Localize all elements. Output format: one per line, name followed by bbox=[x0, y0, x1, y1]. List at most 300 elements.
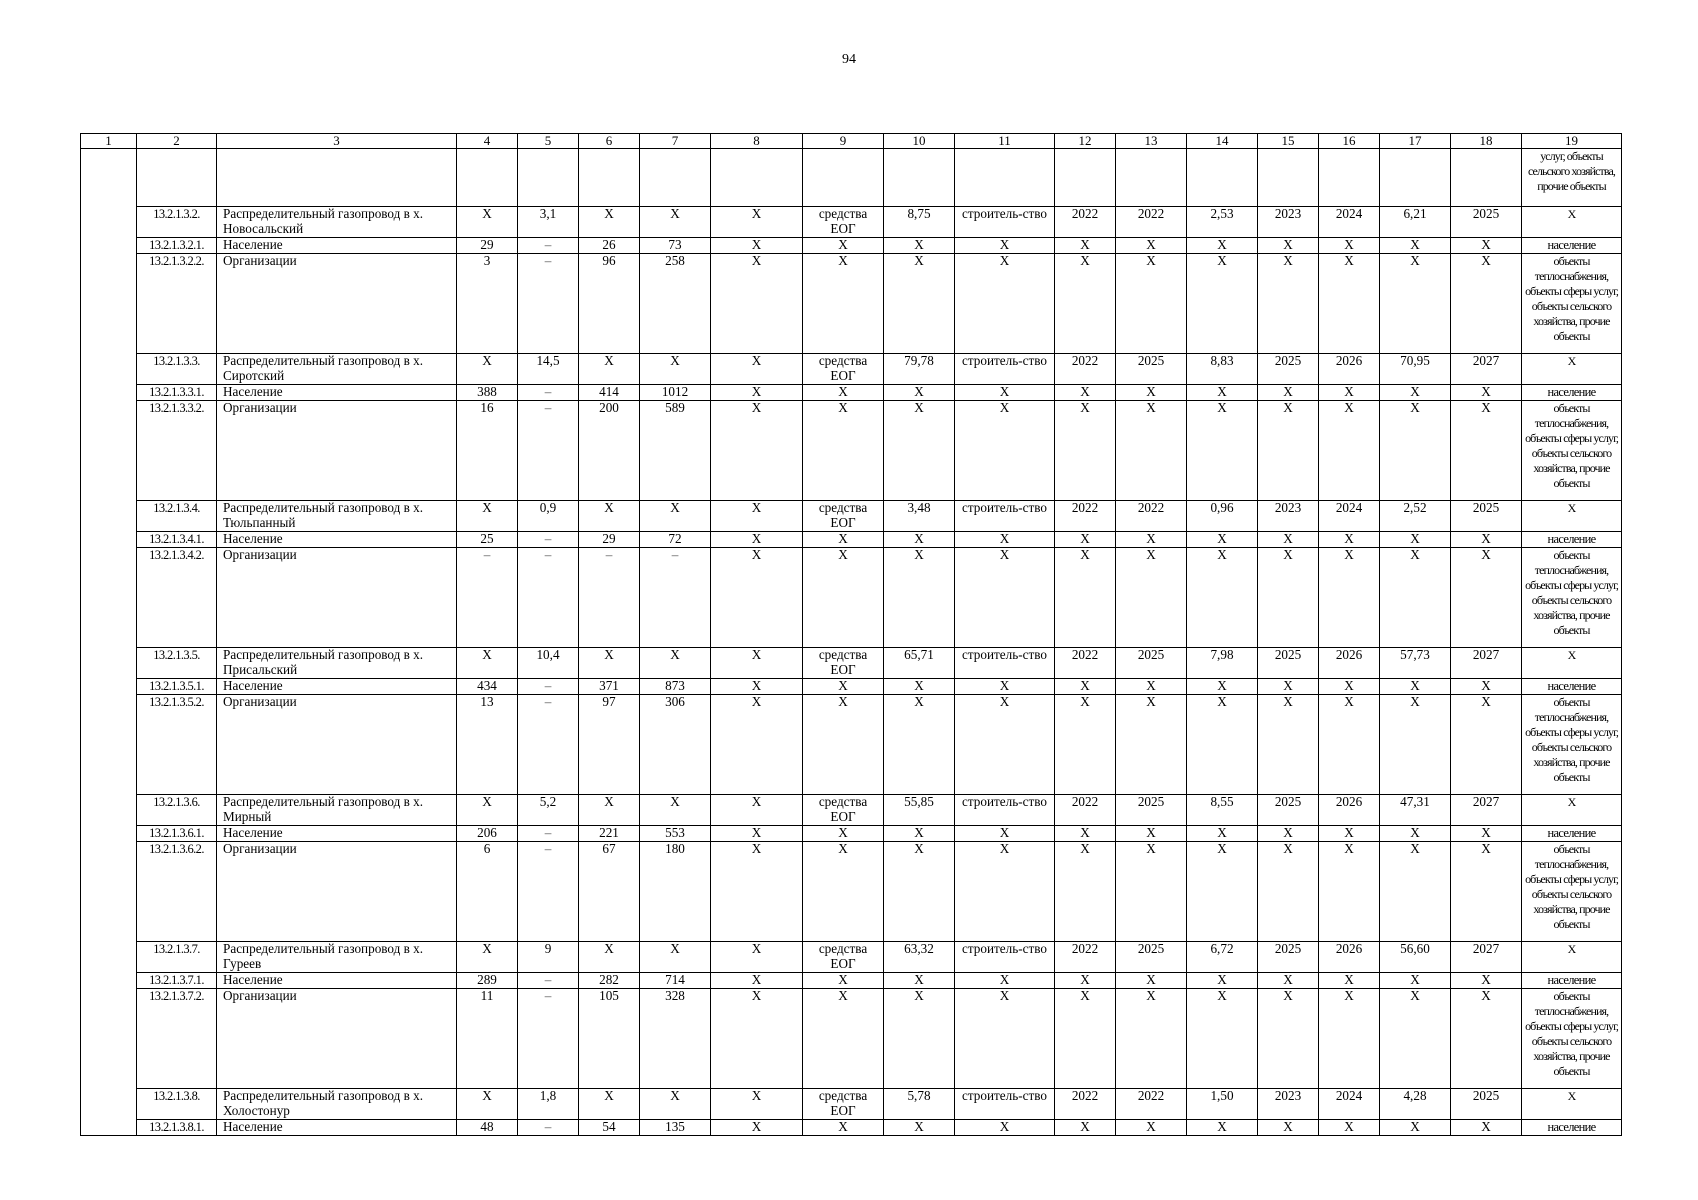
cell-col-5: – bbox=[518, 695, 579, 795]
cell-col-6: Х bbox=[579, 354, 640, 385]
cell-col-9: Х bbox=[803, 1120, 884, 1136]
cell-col-11: Х bbox=[955, 1120, 1055, 1136]
cell-col-14: 8,83 bbox=[1187, 354, 1258, 385]
cell-col-17: Х bbox=[1380, 826, 1451, 842]
cell-col-9: средства ЕОГ bbox=[803, 648, 884, 679]
cell-col-17: Х bbox=[1380, 973, 1451, 989]
cell-col-13: 2025 bbox=[1116, 942, 1187, 973]
cell-col-12: Х bbox=[1055, 826, 1116, 842]
cell-col-8: Х bbox=[711, 354, 803, 385]
cell-col-9: средства ЕОГ bbox=[803, 942, 884, 973]
cell-col-4: 16 bbox=[457, 401, 518, 501]
table-row-main bbox=[81, 795, 1622, 826]
cell-col-3: Население bbox=[217, 826, 457, 842]
cell-col-11: Х bbox=[955, 826, 1055, 842]
cell-col-11: строитель-ство bbox=[955, 942, 1055, 973]
table-row-pop bbox=[81, 1120, 1622, 1136]
cell-col-4: 434 bbox=[457, 679, 518, 695]
cell-col-18: Х bbox=[1451, 548, 1522, 648]
table-row-pop bbox=[81, 532, 1622, 548]
cell-col-14: 6,72 bbox=[1187, 942, 1258, 973]
table-row-org bbox=[81, 401, 1622, 501]
column-number-2: 2 bbox=[137, 134, 217, 149]
table-row-pop bbox=[81, 826, 1622, 842]
cell-col-18: 2025 bbox=[1451, 501, 1522, 532]
empty-cell bbox=[1055, 149, 1116, 207]
empty-cell bbox=[803, 149, 884, 207]
cell-col-4: 11 bbox=[457, 989, 518, 1089]
empty-cell bbox=[884, 149, 955, 207]
cell-col-6: Х bbox=[579, 795, 640, 826]
cell-col-17: 2,52 bbox=[1380, 501, 1451, 532]
cell-col-9: Х bbox=[803, 842, 884, 942]
cell-col-14: Х bbox=[1187, 254, 1258, 354]
cell-col-18: 2027 bbox=[1451, 354, 1522, 385]
table-row-pop bbox=[81, 238, 1622, 254]
cell-col-15: 2023 bbox=[1258, 1089, 1319, 1120]
cell-col-2: 13.2.1.3.7.2. bbox=[137, 989, 217, 1089]
empty-cell bbox=[1380, 149, 1451, 207]
cell-col-5: – bbox=[518, 548, 579, 648]
cell-col-10: Х bbox=[884, 826, 955, 842]
cell-col-18: Х bbox=[1451, 826, 1522, 842]
cell-col-17: Х bbox=[1380, 532, 1451, 548]
cell-col-15: Х bbox=[1258, 695, 1319, 795]
cell-col-9: средства ЕОГ bbox=[803, 354, 884, 385]
cell-col-11: строитель-ство bbox=[955, 501, 1055, 532]
cell-col-10: 3,48 bbox=[884, 501, 955, 532]
column-number-8: 8 bbox=[711, 134, 803, 149]
cell-col-8: Х bbox=[711, 1089, 803, 1120]
cell-col-7: 180 bbox=[640, 842, 711, 942]
cell-col-7: 258 bbox=[640, 254, 711, 354]
cell-col-5: 14,5 bbox=[518, 354, 579, 385]
cell-col-11: Х bbox=[955, 679, 1055, 695]
cell-col-16: Х bbox=[1319, 548, 1380, 648]
cell-col-16: Х bbox=[1319, 679, 1380, 695]
cell-col-2: 13.2.1.3.7.1. bbox=[137, 973, 217, 989]
cell-col-2: 13.2.1.3.7. bbox=[137, 942, 217, 973]
cell-col-5: – bbox=[518, 1120, 579, 1136]
cell-col-10: 63,32 bbox=[884, 942, 955, 973]
cell-col-10: Х bbox=[884, 238, 955, 254]
cell-col-6: Х bbox=[579, 648, 640, 679]
cell-col-12: Х bbox=[1055, 973, 1116, 989]
cell-col-2: 13.2.1.3.5. bbox=[137, 648, 217, 679]
cell-col-10: Х bbox=[884, 973, 955, 989]
empty-cell bbox=[955, 149, 1055, 207]
cell-col-7: 73 bbox=[640, 238, 711, 254]
cell-col-6: 54 bbox=[579, 1120, 640, 1136]
cell-col-3: Население bbox=[217, 973, 457, 989]
cell-col-17: Х bbox=[1380, 548, 1451, 648]
cell-col-11: строитель-ство bbox=[955, 207, 1055, 238]
continuation-row bbox=[81, 149, 1622, 207]
cell-col-7: Х bbox=[640, 1089, 711, 1120]
column-number-9: 9 bbox=[803, 134, 884, 149]
cell-col-16: 2024 bbox=[1319, 207, 1380, 238]
cell-col-6: 97 bbox=[579, 695, 640, 795]
cell-col-12: Х bbox=[1055, 679, 1116, 695]
cell-col-8: Х bbox=[711, 826, 803, 842]
cell-col-2: 13.2.1.3.5.1. bbox=[137, 679, 217, 695]
cell-col-12: Х bbox=[1055, 238, 1116, 254]
cell-col-15: Х bbox=[1258, 532, 1319, 548]
empty-cell bbox=[1116, 149, 1187, 207]
cell-col-13: Х bbox=[1116, 973, 1187, 989]
cell-col-13: Х bbox=[1116, 385, 1187, 401]
cell-col-11: Х bbox=[955, 842, 1055, 942]
column-number-header-row bbox=[81, 134, 1622, 149]
cell-col-17: Х bbox=[1380, 238, 1451, 254]
cell-col-16: Х bbox=[1319, 1120, 1380, 1136]
cell-col-12: 2022 bbox=[1055, 354, 1116, 385]
cell-col-2: 13.2.1.3.6.2. bbox=[137, 842, 217, 942]
cell-col-16: Х bbox=[1319, 989, 1380, 1089]
cell-col-10: Х bbox=[884, 842, 955, 942]
column-number-18: 18 bbox=[1451, 134, 1522, 149]
cell-col-4: 13 bbox=[457, 695, 518, 795]
cell-col-11: строитель-ство bbox=[955, 1089, 1055, 1120]
cell-col-5: 1,8 bbox=[518, 1089, 579, 1120]
cell-col-11: Х bbox=[955, 973, 1055, 989]
cell-col-7: 873 bbox=[640, 679, 711, 695]
cell-col-4: 388 bbox=[457, 385, 518, 401]
cell-col-7: Х bbox=[640, 795, 711, 826]
cell-col-3: Население bbox=[217, 532, 457, 548]
cell-col-12: 2022 bbox=[1055, 207, 1116, 238]
cell-col-18: Х bbox=[1451, 679, 1522, 695]
cell-col-13: Х bbox=[1116, 254, 1187, 354]
section-column-cell bbox=[81, 149, 137, 1136]
cell-col-17: 70,95 bbox=[1380, 354, 1451, 385]
cell-col-6: 105 bbox=[579, 989, 640, 1089]
cell-col-13: Х bbox=[1116, 401, 1187, 501]
cell-col-15: Х bbox=[1258, 973, 1319, 989]
cell-col-14: 8,55 bbox=[1187, 795, 1258, 826]
cell-col-10: 8,75 bbox=[884, 207, 955, 238]
cell-col-14: Х bbox=[1187, 385, 1258, 401]
table-row-org bbox=[81, 842, 1622, 942]
cell-col-8: Х bbox=[711, 679, 803, 695]
table-row-pop bbox=[81, 973, 1622, 989]
cell-col-16: 2026 bbox=[1319, 354, 1380, 385]
cell-col-15: Х bbox=[1258, 1120, 1319, 1136]
cell-col-14: 0,96 bbox=[1187, 501, 1258, 532]
column-number-16: 16 bbox=[1319, 134, 1380, 149]
cell-col-19: Х bbox=[1522, 648, 1622, 679]
cell-col-8: Х bbox=[711, 695, 803, 795]
cell-col-4: 48 bbox=[457, 1120, 518, 1136]
column-number-3: 3 bbox=[217, 134, 457, 149]
cell-col-8: Х bbox=[711, 385, 803, 401]
cell-col-4: 289 bbox=[457, 973, 518, 989]
cell-col-12: Х bbox=[1055, 1120, 1116, 1136]
cell-col-15: 2023 bbox=[1258, 207, 1319, 238]
cell-col-12: 2022 bbox=[1055, 1089, 1116, 1120]
cell-col-11: Х bbox=[955, 989, 1055, 1089]
cell-col-13: 2022 bbox=[1116, 207, 1187, 238]
cell-col-9: Х bbox=[803, 679, 884, 695]
cell-col-19: население bbox=[1522, 679, 1622, 695]
cell-col-7: 72 bbox=[640, 532, 711, 548]
column-number-4: 4 bbox=[457, 134, 518, 149]
cell-col-4: Х bbox=[457, 942, 518, 973]
cell-col-7: 306 bbox=[640, 695, 711, 795]
cell-col-16: Х bbox=[1319, 532, 1380, 548]
cell-col-15: Х bbox=[1258, 826, 1319, 842]
cell-col-5: – bbox=[518, 238, 579, 254]
cell-col-7: 589 bbox=[640, 401, 711, 501]
cell-col-14: Х bbox=[1187, 695, 1258, 795]
cell-col-17: 57,73 bbox=[1380, 648, 1451, 679]
cell-col-8: Х bbox=[711, 238, 803, 254]
cell-col-3: Распределительный газопровод в х. Тюльпанный bbox=[217, 501, 457, 532]
cell-col-18: Х bbox=[1451, 842, 1522, 942]
cell-col-4: Х bbox=[457, 1089, 518, 1120]
cell-col-16: Х bbox=[1319, 842, 1380, 942]
cell-col-17: Х bbox=[1380, 695, 1451, 795]
cell-col-11: Х bbox=[955, 548, 1055, 648]
table-row-main bbox=[81, 207, 1622, 238]
cell-col-17: Х bbox=[1380, 401, 1451, 501]
cell-col-15: Х bbox=[1258, 238, 1319, 254]
cell-col-13: Х bbox=[1116, 532, 1187, 548]
cell-col-13: 2022 bbox=[1116, 1089, 1187, 1120]
column-number-19: 19 bbox=[1522, 134, 1622, 149]
cell-col-14: Х bbox=[1187, 532, 1258, 548]
column-number-11: 11 bbox=[955, 134, 1055, 149]
cell-col-6: 221 bbox=[579, 826, 640, 842]
cell-col-12: Х bbox=[1055, 401, 1116, 501]
cell-col-17: Х bbox=[1380, 1120, 1451, 1136]
cell-col-3: Население bbox=[217, 679, 457, 695]
empty-cell bbox=[1258, 149, 1319, 207]
column-number-1: 1 bbox=[81, 134, 137, 149]
cell-col-16: Х bbox=[1319, 385, 1380, 401]
cell-col-2: 13.2.1.3.3.1. bbox=[137, 385, 217, 401]
table-row-main bbox=[81, 1089, 1622, 1120]
cell-col-14: Х bbox=[1187, 842, 1258, 942]
cell-col-12: Х bbox=[1055, 532, 1116, 548]
cell-col-4: – bbox=[457, 548, 518, 648]
cell-col-3: Организации bbox=[217, 989, 457, 1089]
cell-col-6: – bbox=[579, 548, 640, 648]
cell-col-3: Распределительный газопровод в х. Присальский bbox=[217, 648, 457, 679]
cell-col-18: 2027 bbox=[1451, 942, 1522, 973]
empty-cell bbox=[1451, 149, 1522, 207]
cell-col-14: 1,50 bbox=[1187, 1089, 1258, 1120]
column-number-12: 12 bbox=[1055, 134, 1116, 149]
cell-col-13: 2025 bbox=[1116, 795, 1187, 826]
cell-col-8: Х bbox=[711, 973, 803, 989]
cell-col-9: средства ЕОГ bbox=[803, 795, 884, 826]
cell-col-18: 2027 bbox=[1451, 795, 1522, 826]
cell-col-11: Х bbox=[955, 401, 1055, 501]
cell-col-2: 13.2.1.3.3. bbox=[137, 354, 217, 385]
cell-col-10: Х bbox=[884, 989, 955, 1089]
cell-col-15: 2025 bbox=[1258, 354, 1319, 385]
cell-col-19: объекты теплоснабжения, объекты сферы услуг, объекты сельского хозяйства, прочие объекты bbox=[1522, 401, 1622, 501]
cell-col-6: 371 bbox=[579, 679, 640, 695]
cell-col-13: 2022 bbox=[1116, 501, 1187, 532]
table-row-main bbox=[81, 501, 1622, 532]
cell-col-16: Х bbox=[1319, 695, 1380, 795]
cell-col-8: Х bbox=[711, 1120, 803, 1136]
cell-col-2: 13.2.1.3.2. bbox=[137, 207, 217, 238]
cell-col-11: строитель-ство bbox=[955, 354, 1055, 385]
cell-col-4: 29 bbox=[457, 238, 518, 254]
cell-col-18: Х bbox=[1451, 254, 1522, 354]
cell-col-16: 2024 bbox=[1319, 1089, 1380, 1120]
cell-col-3: Население bbox=[217, 385, 457, 401]
cell-col-4: Х bbox=[457, 648, 518, 679]
cell-col-9: Х bbox=[803, 401, 884, 501]
cell-col-17: 4,28 bbox=[1380, 1089, 1451, 1120]
cell-col-6: 414 bbox=[579, 385, 640, 401]
cell-col-6: 29 bbox=[579, 532, 640, 548]
cell-col-15: 2025 bbox=[1258, 648, 1319, 679]
cell-col-19: объекты теплоснабжения, объекты сферы услуг, объекты сельского хозяйства, прочие объекты bbox=[1522, 548, 1622, 648]
cell-col-17: Х bbox=[1380, 989, 1451, 1089]
cell-col-9: средства ЕОГ bbox=[803, 1089, 884, 1120]
cell-col-5: – bbox=[518, 679, 579, 695]
continuation-purpose-cell: услуг, объекты сельского хозяйства, прочие объекты bbox=[1522, 149, 1622, 207]
cell-col-4: 25 bbox=[457, 532, 518, 548]
cell-col-2: 13.2.1.3.2.1. bbox=[137, 238, 217, 254]
cell-col-3: Организации bbox=[217, 254, 457, 354]
cell-col-12: Х bbox=[1055, 989, 1116, 1089]
cell-col-6: 200 bbox=[579, 401, 640, 501]
cell-col-8: Х bbox=[711, 989, 803, 1089]
cell-col-15: Х bbox=[1258, 548, 1319, 648]
cell-col-10: Х bbox=[884, 385, 955, 401]
cell-col-2: 13.2.1.3.6.1. bbox=[137, 826, 217, 842]
cell-col-12: Х bbox=[1055, 385, 1116, 401]
cell-col-12: Х bbox=[1055, 842, 1116, 942]
cell-col-7: 553 bbox=[640, 826, 711, 842]
cell-col-14: Х bbox=[1187, 238, 1258, 254]
cell-col-5: – bbox=[518, 401, 579, 501]
cell-col-15: Х bbox=[1258, 385, 1319, 401]
cell-col-13: Х bbox=[1116, 989, 1187, 1089]
cell-col-19: население bbox=[1522, 532, 1622, 548]
cell-col-7: 328 bbox=[640, 989, 711, 1089]
table-row-org bbox=[81, 989, 1622, 1089]
cell-col-16: Х bbox=[1319, 238, 1380, 254]
cell-col-10: 65,71 bbox=[884, 648, 955, 679]
cell-col-6: 26 bbox=[579, 238, 640, 254]
cell-col-19: население bbox=[1522, 1120, 1622, 1136]
cell-col-18: Х bbox=[1451, 532, 1522, 548]
cell-col-5: – bbox=[518, 989, 579, 1089]
cell-col-17: 6,21 bbox=[1380, 207, 1451, 238]
cell-col-18: Х bbox=[1451, 238, 1522, 254]
cell-col-11: строитель-ство bbox=[955, 648, 1055, 679]
cell-col-8: Х bbox=[711, 532, 803, 548]
cell-col-9: Х bbox=[803, 532, 884, 548]
cell-col-7: Х bbox=[640, 942, 711, 973]
table-row-main bbox=[81, 354, 1622, 385]
cell-col-14: Х bbox=[1187, 989, 1258, 1089]
cell-col-8: Х bbox=[711, 548, 803, 648]
cell-col-14: 2,53 bbox=[1187, 207, 1258, 238]
cell-col-13: Х bbox=[1116, 238, 1187, 254]
cell-col-13: Х bbox=[1116, 548, 1187, 648]
cell-col-19: население bbox=[1522, 826, 1622, 842]
cell-col-3: Распределительный газопровод в х. Новосальский bbox=[217, 207, 457, 238]
cell-col-11: Х bbox=[955, 254, 1055, 354]
empty-cell bbox=[711, 149, 803, 207]
cell-col-19: Х bbox=[1522, 207, 1622, 238]
cell-col-18: Х bbox=[1451, 973, 1522, 989]
empty-cell bbox=[1187, 149, 1258, 207]
cell-col-17: 47,31 bbox=[1380, 795, 1451, 826]
cell-col-19: Х bbox=[1522, 354, 1622, 385]
cell-col-15: Х bbox=[1258, 842, 1319, 942]
cell-col-9: Х bbox=[803, 973, 884, 989]
cell-col-4: 3 bbox=[457, 254, 518, 354]
cell-col-14: Х bbox=[1187, 679, 1258, 695]
cell-col-3: Организации bbox=[217, 842, 457, 942]
cell-col-6: Х bbox=[579, 501, 640, 532]
cell-col-3: Организации bbox=[217, 401, 457, 501]
empty-cell bbox=[217, 149, 457, 207]
cell-col-7: Х bbox=[640, 648, 711, 679]
cell-col-13: Х bbox=[1116, 679, 1187, 695]
cell-col-6: 67 bbox=[579, 842, 640, 942]
column-number-15: 15 bbox=[1258, 134, 1319, 149]
cell-col-19: объекты теплоснабжения, объекты сферы услуг, объекты сельского хозяйства, прочие объекты bbox=[1522, 695, 1622, 795]
cell-col-13: Х bbox=[1116, 1120, 1187, 1136]
cell-col-18: 2025 bbox=[1451, 1089, 1522, 1120]
table-row-pop bbox=[81, 679, 1622, 695]
cell-col-16: Х bbox=[1319, 401, 1380, 501]
cell-col-6: Х bbox=[579, 1089, 640, 1120]
table-row-org bbox=[81, 695, 1622, 795]
cell-col-19: Х bbox=[1522, 1089, 1622, 1120]
cell-col-5: 9 bbox=[518, 942, 579, 973]
cell-col-8: Х bbox=[711, 401, 803, 501]
page-number: 94 bbox=[842, 52, 856, 67]
cell-col-18: Х bbox=[1451, 401, 1522, 501]
cell-col-14: Х bbox=[1187, 826, 1258, 842]
cell-col-14: Х bbox=[1187, 973, 1258, 989]
cell-col-6: 96 bbox=[579, 254, 640, 354]
cell-col-2: 13.2.1.3.6. bbox=[137, 795, 217, 826]
cell-col-10: 5,78 bbox=[884, 1089, 955, 1120]
cell-col-18: 2025 bbox=[1451, 207, 1522, 238]
table-row-org bbox=[81, 254, 1622, 354]
cell-col-19: объекты теплоснабжения, объекты сферы услуг, объекты сельского хозяйства, прочие объекты bbox=[1522, 254, 1622, 354]
cell-col-12: 2022 bbox=[1055, 501, 1116, 532]
cell-col-13: Х bbox=[1116, 826, 1187, 842]
cell-col-2: 13.2.1.3.4.2. bbox=[137, 548, 217, 648]
cell-col-17: Х bbox=[1380, 385, 1451, 401]
empty-cell bbox=[579, 149, 640, 207]
cell-col-6: Х bbox=[579, 942, 640, 973]
cell-col-10: Х bbox=[884, 548, 955, 648]
cell-col-8: Х bbox=[711, 501, 803, 532]
cell-col-10: 55,85 bbox=[884, 795, 955, 826]
cell-col-18: Х bbox=[1451, 1120, 1522, 1136]
cell-col-12: Х bbox=[1055, 695, 1116, 795]
column-number-10: 10 bbox=[884, 134, 955, 149]
cell-col-10: Х bbox=[884, 532, 955, 548]
cell-col-9: Х bbox=[803, 548, 884, 648]
cell-col-8: Х bbox=[711, 207, 803, 238]
cell-col-12: 2022 bbox=[1055, 795, 1116, 826]
